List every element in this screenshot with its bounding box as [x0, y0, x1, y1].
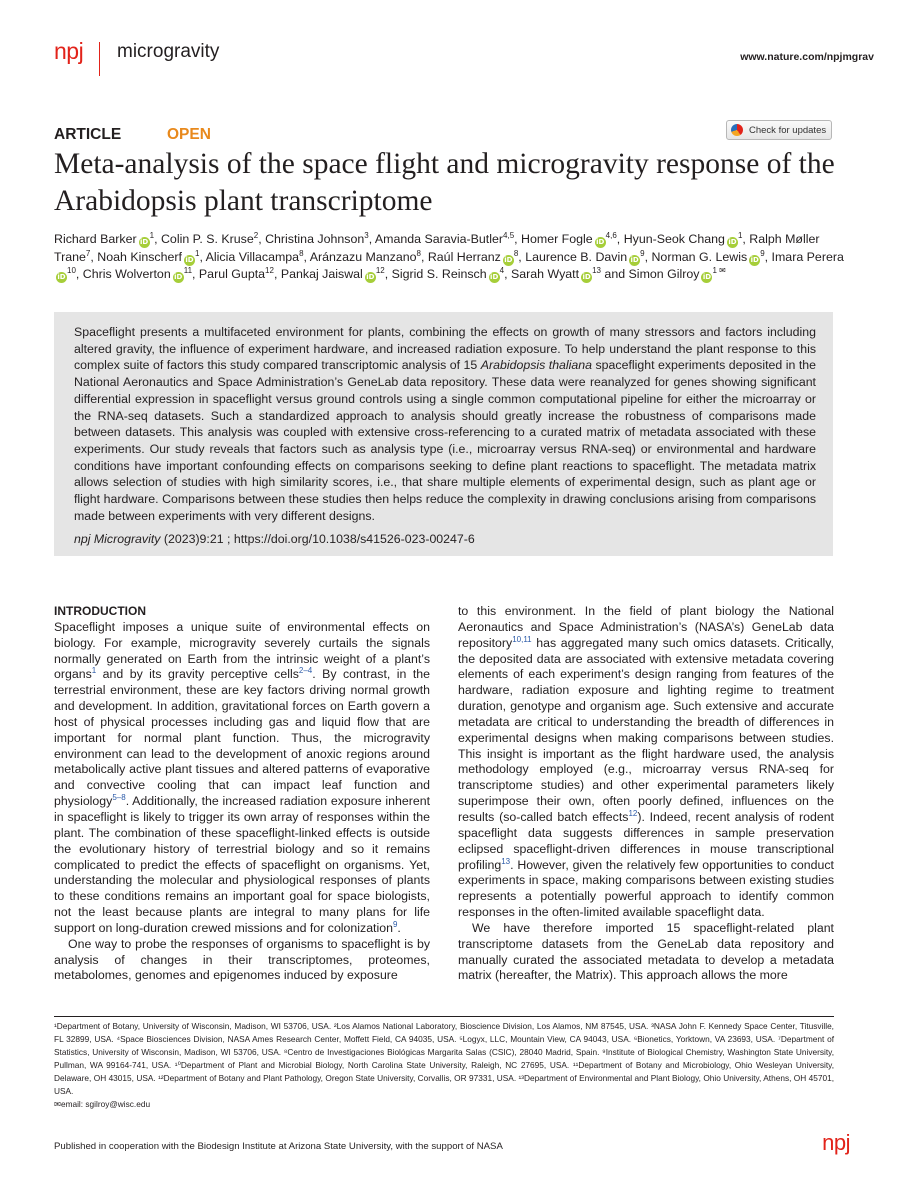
orcid-icon[interactable]: iD — [174, 273, 183, 282]
author-name[interactable]: Sarah Wyatt — [511, 267, 580, 282]
author-separator: , — [154, 232, 161, 246]
author-name[interactable]: Richard Barker — [54, 232, 137, 246]
body-column-right — [458, 604, 834, 984]
author-name[interactable]: Alicia Villacampa — [205, 249, 300, 264]
intro-paragraph-3: We have therefore imported 15 spaceflight-related plant transcriptome datasets from the GeneLab data repository and manually curated the associated metadata to develop a metadata matrix (hereafter, the Matrix). This approach allows the more — [458, 920, 834, 983]
affiliation-ref: 3 — [364, 231, 369, 240]
affiliations-text: ¹Department of Botany, University of Wisconsin, Madison, WI 53706, USA. ²Los Alamos National Laboratory, Bioscience Division, Los Alamos, NM 87545, USA. ³NASA John F. Kennedy Space Center, Titusville, FL 32899, USA. ⁴Space Biosciences Division, NASA Ames Research Center, Moffett Field, CA 94035, USA. ⁵Logyx, LLC, Mountain View, CA 94043, USA. ⁶Bionetics, Yorktown, VA 23693, USA. ⁷Department of Statistics, University of Wisconsin, Madison, WI 53706, USA. ⁸Centro de Investigaciones Biológicas Margarita Salas (CSIC), 28040 Madrid, Spain. ⁹Institute of Biological Chemistry, Washington State University, Pullman, WA 99164-741, USA. ¹⁰Department of Plant and Microbial Biology, North Carolina State University, Raleigh, NC 27695, USA. ¹¹Department of Botany and Microbiology, Ohio Wesleyan University, Delaware, OH 43015, USA. ¹²Department of Botany and Plant Pathology, Oregon State University, Corvallis, OR 97331, USA. ¹³Department of Environmental and Plant Biology, Ohio University, Athens, OH 45701, USA. — [54, 1021, 834, 1096]
citation-ref[interactable]: 10,11 — [512, 634, 532, 644]
author-name[interactable]: Simon Gilroy — [628, 267, 700, 282]
npj-logo: npj — [54, 38, 84, 64]
affiliation-ref: 2 — [253, 231, 259, 240]
orcid-icon[interactable]: iD — [185, 255, 194, 264]
affiliation-ref: 7 — [85, 248, 91, 258]
citation-ref[interactable]: 2–4 — [298, 666, 313, 676]
author-name[interactable]: Norman G. Lewis — [651, 249, 748, 264]
check-for-updates-label: Check for updates — [749, 124, 827, 136]
npj-footer-logo: npj — [822, 1130, 850, 1155]
affiliation-ref: 11 — [183, 266, 193, 276]
affiliation-ref: 10 — [67, 266, 76, 276]
author-name[interactable]: Amanda Saravia-Butler — [374, 232, 504, 246]
header-divider — [99, 42, 100, 76]
author-separator: , — [303, 249, 310, 264]
affiliation-ref: 1 — [194, 248, 200, 258]
author-name[interactable]: Chris Wolverton — [82, 267, 171, 282]
abstract-text: Spaceflight presents a multifaceted environment for plants, combining the effects on growth of many stressors and factors including altered gravity, the influence of experiment hardware, and increased radiation exposure. To help understand the plant response to this complex suite of factors this study compared transcriptomic analysis of 15 Arabidopsis thaliana spaceflight experiments deposited in the National Aeronautics and Space Administration’s GeneLab data repository. These data were reanalyzed for genes showing significant differential expression in spaceflight versus ground controls using a single common computational pipeline for either the microarray or the RNA-seq datasets. Such a standardized approach to analysis should greatly increase the robustness of comparisons made between datasets. This analysis was coupled with extensive cross-referencing to a curated matrix of metadata associated with these experiments. Our study reveals that factors such as analysis type (i.e., microarray versus RNA-seq) or environmental and hardware conditions have important confounding effects on comparisons seeking to define plant reactions to spaceflight. The metadata matrix allows selection of studies with high similarity scores, i.e., that share multiple elements of experimental design, such as plant age or flight hardware. Comparisons between these studies then helps reduce the complexity in drawing conclusions arising from comparisons made between experiments with very different designs. — [74, 325, 816, 523]
crossmark-icon — [731, 124, 743, 136]
article-title: Meta-analysis of the space flight and microgravity response of the Arabidopsis plant transcriptome — [54, 148, 835, 217]
author-separator: , — [504, 267, 511, 282]
publisher-statement: Published in cooperation with the Biodesign Institute at Arizona State University, with the support of NASA — [54, 1141, 503, 1152]
correspondence-email[interactable]: ✉email: sgilroy@wisc.edu — [54, 1099, 151, 1109]
author-separator: , — [192, 267, 199, 282]
author-separator: , — [199, 249, 206, 264]
citation-ref[interactable]: 9 — [392, 919, 398, 929]
affiliation-ref: 8 — [513, 248, 519, 258]
author-separator: , — [616, 232, 624, 246]
author-name[interactable]: Imara Perera — [771, 249, 844, 264]
affiliations-footnote — [54, 1020, 834, 1111]
footnote-divider — [54, 1016, 834, 1017]
open-access-label: OPEN — [167, 126, 211, 143]
orcid-icon[interactable]: iD — [630, 255, 639, 264]
orcid-icon[interactable]: iD — [596, 238, 605, 246]
author-separator: , — [644, 249, 652, 264]
author-separator: and — [600, 267, 629, 282]
orcid-icon[interactable]: iD — [750, 255, 759, 264]
doi-link[interactable]: (2023)9:21 ; https://doi.org/10.1038/s41526-023-00247-6 — [160, 532, 475, 547]
author-separator: , — [273, 267, 281, 282]
orcid-icon[interactable]: iD — [366, 273, 375, 282]
affiliation-ref: 1 — [149, 231, 155, 240]
affiliation-ref: 12 — [375, 266, 385, 276]
affiliation-ref: 8 — [416, 248, 421, 258]
affiliation-ref: 1 — [737, 231, 743, 240]
author-name[interactable]: Pankaj Jaiswal — [280, 267, 363, 282]
author-name[interactable]: Hyun-Seok Chang — [623, 232, 725, 246]
journal-website-link[interactable]: www.nature.com/npjmgrav — [740, 51, 874, 63]
author-separator: , — [518, 249, 526, 264]
author-name[interactable]: Noah Kinscherf — [97, 249, 182, 264]
article-type: ARTICLE — [54, 126, 122, 143]
author-name[interactable]: Christina Johnson — [265, 232, 365, 246]
author-separator: , — [75, 267, 83, 282]
journal-citation-name: npj Microgravity — [74, 532, 161, 547]
orcid-icon[interactable]: iD — [140, 238, 149, 246]
author-separator: , — [90, 249, 98, 264]
affiliation-ref: 1 ✉ — [712, 266, 726, 276]
affiliation-ref: 9 — [640, 248, 645, 258]
intro-paragraph-2: One way to probe the responses of organisms to spaceflight is by analysis of changes in their transcriptomes, proteomes, metabolomes, genomes and epigenomes induced by exposure — [54, 936, 430, 983]
intro-paragraph-1: Spaceflight imposes a unique suite of environmental effects on biology. For example, microgravity severely curtails the signals normally generated on Earth from the intrinsic weight of a plant’s organs$^1$ and by its gravity perceptive cells$^{2-4}$. By contrast, in the terrestrial environment, these are key factors driving normal growth and development. In addition, gravitational forces on Earth govern a host of physical processes including gas and liquid flow that are important for normal plant function. Thus, the microgravity environment can lead to the development of anoxic regions around metabolically active plant tissues and altered patterns of evaporative and convective cooling that can impact leaf function and physiology$^{5-8}$. Additionally, the increased radiation exposure inherent in spaceflight is likely to trigger its own array of responses within the plant. The combination of these spaceflight-linked effects is outside the evolutionary history of terrestrial biology and so it remains complicated to predict the effects of spaceflight on organisms. Yet, understanding the molecular and physiological responses of plants to these conditions remains an important goal for space biologists, not the least because plants are integral to many plans for life support on long-duration crewed missions and for colonization$^9$. — [54, 619, 430, 935]
author-separator: , — [764, 249, 772, 264]
author-separator: , — [368, 232, 375, 246]
affiliation-ref: 4,6 — [605, 231, 617, 240]
author-name[interactable]: Parul Gupta — [198, 267, 266, 282]
orcid-icon[interactable]: iD — [490, 273, 499, 282]
journal-name: microgravity — [117, 41, 220, 62]
citation-ref[interactable]: 1 — [91, 666, 97, 676]
author-name[interactable]: Colin P. S. Kruse — [160, 232, 254, 246]
author-name[interactable]: Aránzazu Manzano — [309, 249, 417, 264]
orcid-icon[interactable]: iD — [57, 273, 66, 282]
citation-ref[interactable]: 13 — [501, 856, 511, 866]
journal-header — [54, 38, 874, 78]
section-heading-introduction: INTRODUCTION — [54, 604, 146, 618]
orcid-icon[interactable]: iD — [504, 255, 513, 264]
orcid-icon[interactable]: iD — [582, 273, 591, 282]
body-column-left — [54, 604, 430, 984]
author-name[interactable]: Homer Fogle — [521, 232, 593, 246]
citation-ref[interactable]: 5–8 — [112, 793, 126, 803]
affiliation-ref: 4,5 — [503, 231, 515, 240]
author-name[interactable]: Laurence B. Davin — [525, 249, 628, 264]
author-separator: , — [514, 232, 522, 246]
author-name[interactable]: Raúl Herranz — [427, 249, 501, 264]
author-name[interactable]: Sigrid S. Reinsch — [391, 267, 487, 282]
citation-line — [74, 531, 816, 548]
author-separator: , — [420, 249, 428, 264]
affiliation-ref: 8 — [299, 248, 304, 258]
author-list — [54, 231, 844, 284]
author-separator: , — [258, 232, 266, 246]
intro-paragraph-2-cont: to this environment. In the field of plant biology the National Aeronautics and Space Administration’s (NASA’s) GeneLab data repository$^{10,11}$ has aggregated many such omics datasets. Critically, the deposited data are associated with extensive metadata covering elements of each experiment’s design ranging from features of the hardware, radiation exposure and lighting regime to treatment duration, genotype and organism age. Such extensive and accurate metadata are critical to understanding the breadth of differences in experimental designs when making comparisons between studies. This insight is important as the flight hardware used, the analysis methodology employed (e.g., microarray versus RNA-seq for transcriptome studies) and other experimental parameters likely superimpose their own, often poorly defined, influences on the results (so-called batch effects$^{12}$). Indeed, recent analysis of rodent spaceflight data suggests differences in sample preservation eclipsed spaceflight-driven differences in mouse transcriptional profiling$^{13}$. However, given the relatively few opportunities to conduct experiments in space, making comparisons between existing studies represents a potentially powerful approach to identify common responses in the often-limited available spaceflight data. — [458, 604, 834, 920]
orcid-icon[interactable]: iD — [702, 273, 712, 282]
orcid-icon[interactable]: iD — [728, 238, 737, 246]
species-name: Arabidopsis thaliana — [480, 358, 593, 373]
abstract-box — [54, 312, 833, 556]
author-separator: , — [384, 267, 392, 282]
affiliation-ref: 9 — [760, 248, 765, 258]
citation-ref[interactable]: 12 — [628, 808, 638, 818]
affiliation-ref: 4 — [499, 266, 505, 276]
author-separator: , — [742, 232, 750, 246]
affiliation-ref: 12 — [265, 266, 274, 276]
author-name[interactable]: Ralph Møller Trane — [54, 232, 820, 264]
affiliation-ref: 13 — [592, 266, 601, 276]
check-for-updates-button[interactable] — [726, 120, 832, 140]
